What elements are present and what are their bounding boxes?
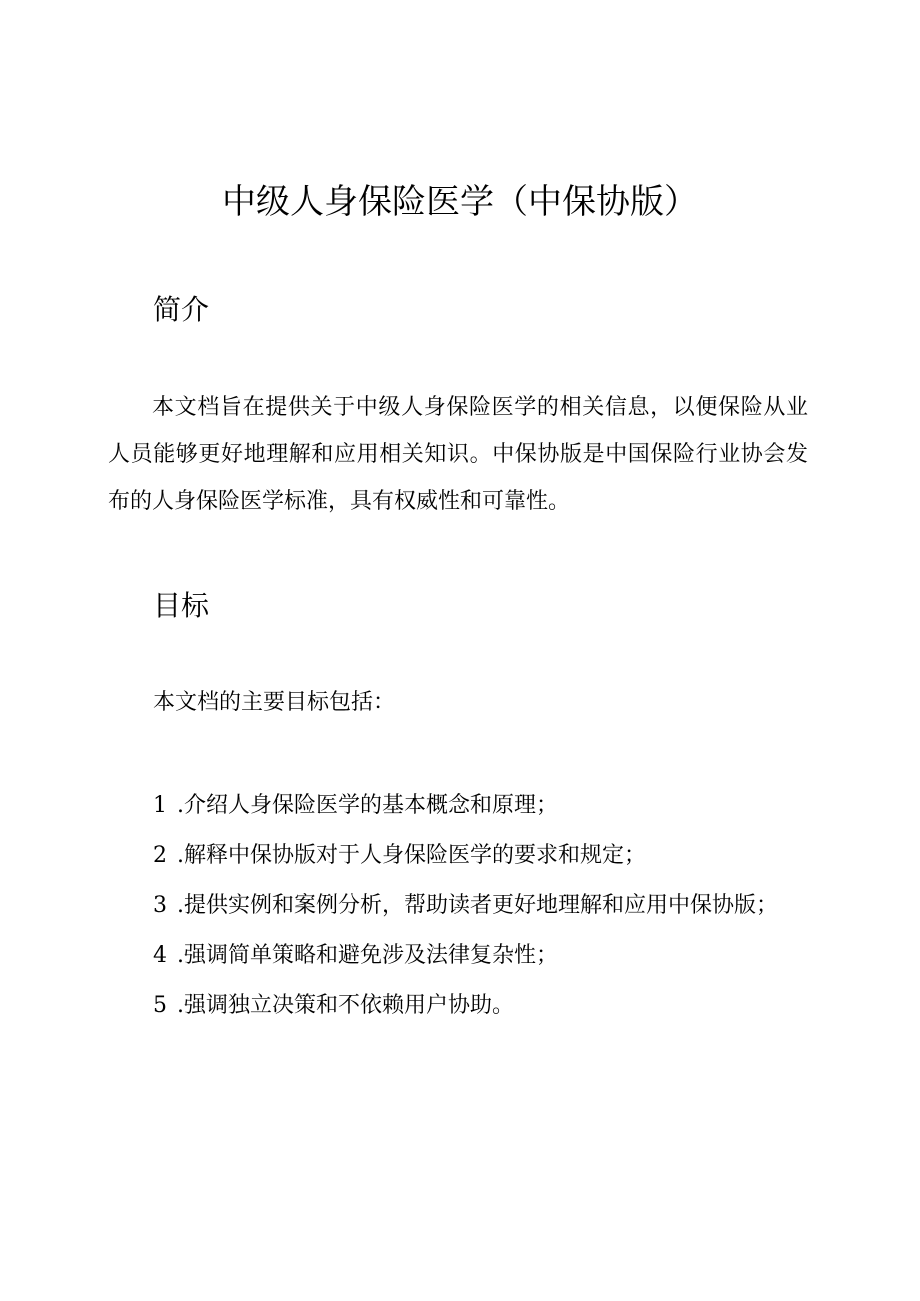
list-item-number: 4: [153, 943, 167, 968]
list-item: [153, 986, 778, 1036]
list-item-number: 2: [153, 843, 167, 868]
list-item-number: 3: [153, 893, 167, 918]
list-item-text: .介绍人身保险医学的基本概念和原理；: [177, 793, 558, 818]
list-item-text: .强调独立决策和不依赖用户协助。: [177, 993, 514, 1018]
list-item: [153, 786, 778, 836]
list-item-text: .解释中保协版对于人身保险医学的要求和规定；: [177, 843, 646, 868]
intro-paragraph: 本文档旨在提供关于中级人身保险医学的相关信息，以便保险从业人员能够更好地理解和应用相关知识。中保协版是中国保险行业协会发布的人身保险医学标准，具有权威性和可靠性。: [108, 395, 808, 514]
list-item-text: .提供实例和案例分析，帮助读者更好地理解和应用中保协版；: [177, 893, 778, 918]
section-heading-goals: 目标: [153, 589, 210, 622]
document-title: 中级人身保险医学（中保协版）: [222, 182, 698, 222]
list-item-number: 1: [153, 793, 167, 818]
goals-lead-text: 本文档的主要目标包括：: [153, 690, 396, 715]
goals-list: [153, 786, 778, 1036]
list-item: [153, 936, 778, 986]
list-item: [153, 836, 778, 886]
list-item: [153, 886, 778, 936]
section-heading-intro: 简介: [153, 293, 210, 326]
list-item-number: 5: [153, 993, 167, 1018]
list-item-text: .强调简单策略和避免涉及法律复杂性；: [177, 943, 558, 968]
